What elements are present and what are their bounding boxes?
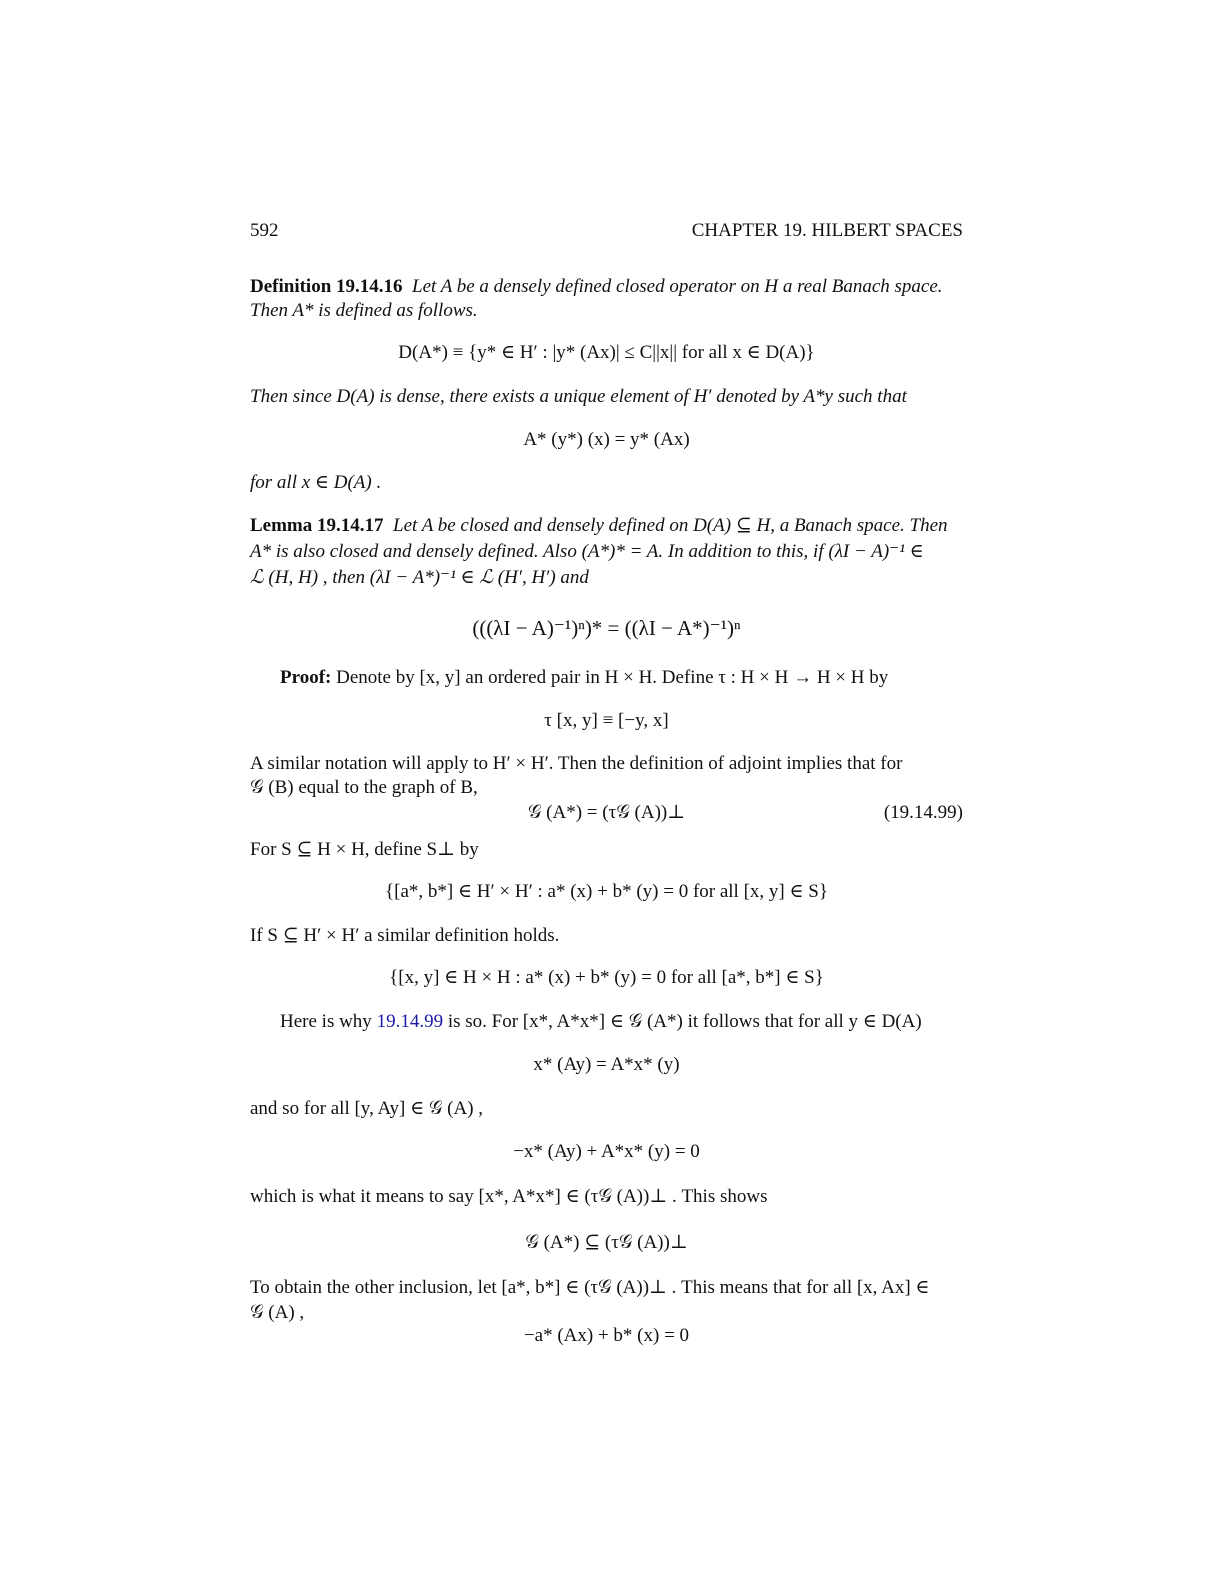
running-header: [250, 219, 963, 243]
proof-line-1: [250, 666, 963, 690]
equation-zero-1: −x* (Ay) + A*x* (y) = 0: [513, 1141, 700, 1162]
equation-resolvent-power: (((λI − A)⁻¹)ⁿ)* = ((λI − A*)⁻¹)ⁿ: [472, 616, 741, 640]
equation-domain: D(A*) ≡ {y* ∈ H′ : |y* (Ax)| ≤ C||x|| for all x ∈ D(A)}: [398, 342, 815, 363]
equation-perp-1: {[a*, b*] ∈ H′ × H′ : a* (x) + b* (y) = 0 for all [x, y] ∈ S}: [385, 881, 828, 902]
definition-text-1: Let A be a densely defined closed operator on H a real Banach space.: [412, 276, 943, 297]
chapter-title: CHAPTER 19. HILBERT SPACES: [691, 220, 963, 241]
equation-subset: 𝒢 (A*) ⊆ (τ𝒢 (A))⊥: [525, 1232, 688, 1253]
lemma-line-1: [250, 514, 963, 538]
proof-text-6b: is so. For [x*, A*x*] ∈ 𝒢 (A*) it follows that for all y ∈ D(A): [443, 1011, 922, 1032]
proof-label: Proof:: [280, 667, 332, 688]
definition-label: Definition 19.14.16: [250, 276, 403, 297]
proof-line-7: and so for all [y, Ay] ∈ 𝒢 (A) ,: [250, 1098, 484, 1119]
lemma-line-2: A* is also closed and densely defined. Also (A*)* = A. In addition to this, if (λI − A)⁻¹ ∈: [250, 541, 924, 562]
proof-line-10: 𝒢 (A) ,: [250, 1302, 305, 1323]
lemma-text-1: Let A be closed and densely defined on D(A) ⊆ H, a Banach space. Then: [393, 515, 948, 536]
equation-graph-body: 𝒢 (A*) = (τ𝒢 (A))⊥: [527, 802, 686, 823]
page-number: 592: [250, 220, 279, 241]
definition-line-2: Then A* is defined as follows.: [250, 300, 478, 321]
equation-xstar: x* (Ay) = A*x* (y): [533, 1054, 680, 1075]
proof-line-3: 𝒢 (B) equal to the graph of B,: [250, 777, 478, 798]
proof-text-6a: Here is why: [280, 1011, 377, 1032]
proof-line-8: which is what it means to say [x*, A*x*] ∈ (τ𝒢 (A))⊥ . This shows: [250, 1186, 768, 1207]
equation-graph: [250, 801, 963, 825]
proof-line-4: For S ⊆ H × H, define S⊥ by: [250, 839, 479, 860]
definition-line-4: for all x ∈ D(A) .: [250, 472, 382, 493]
definition-line-1: [250, 275, 963, 299]
definition-line-3: Then since D(A) is dense, there exists a unique element of H′ denoted by A*y such that: [250, 386, 907, 407]
proof-text-1: Denote by [x, y] an ordered pair in H × H. Define τ : H × H → H × H by: [336, 667, 889, 688]
equation-number: (19.14.99): [883, 802, 963, 823]
equation-tau: τ [x, y] ≡ [−y, x]: [544, 710, 669, 731]
lemma-line-3: ℒ (H, H) , then (λI − A*)⁻¹ ∈ ℒ (H′, H′) and: [250, 567, 589, 588]
proof-line-2: A similar notation will apply to H′ × H′. Then the definition of adjoint implies that for: [250, 753, 903, 774]
proof-line-6: [250, 1010, 963, 1034]
equation-reference-link[interactable]: 19.14.99: [376, 1011, 444, 1032]
page: [250, 0, 963, 1584]
proof-line-5: If S ⊆ H′ × H′ a similar definition holds.: [250, 925, 560, 946]
equation-adjoint: A* (y*) (x) = y* (Ax): [523, 429, 690, 450]
proof-line-9: To obtain the other inclusion, let [a*, b*] ∈ (τ𝒢 (A))⊥ . This means that for all [x, Ax] ∈: [250, 1277, 930, 1298]
lemma-label: Lemma 19.14.17: [250, 515, 384, 536]
equation-perp-2: {[x, y] ∈ H × H : a* (x) + b* (y) = 0 for all [a*, b*] ∈ S}: [389, 967, 824, 988]
equation-zero-2: −a* (Ax) + b* (x) = 0: [523, 1325, 690, 1346]
